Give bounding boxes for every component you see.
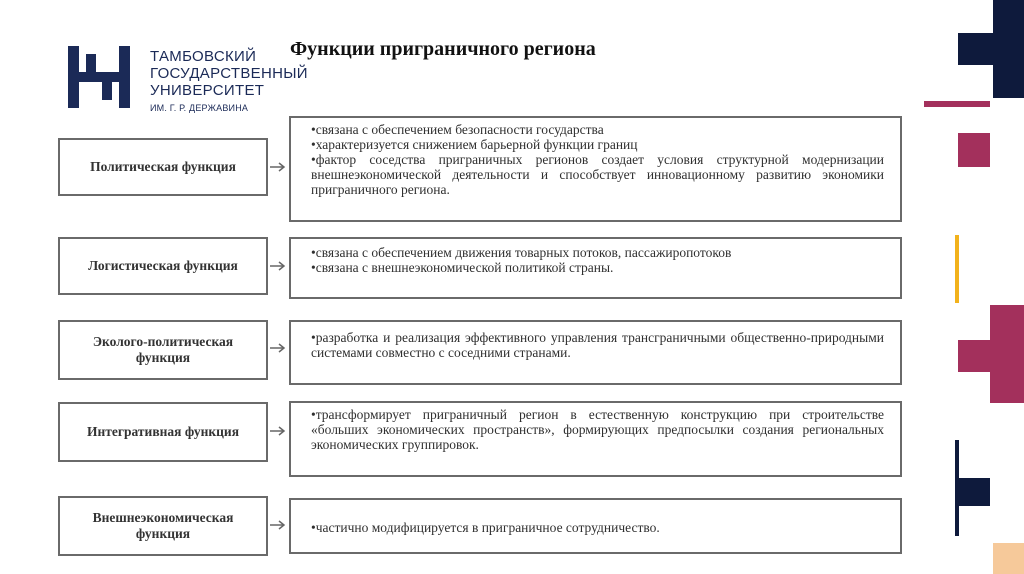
description-bullet: •связана с обеспечением движения товарных потоков, пассажиропотоков bbox=[311, 245, 732, 260]
deco-crimson-bar bbox=[924, 101, 990, 107]
arrow-right-icon bbox=[270, 260, 288, 272]
function-description-logistic bbox=[289, 237, 902, 299]
description-bullet: •фактор соседства приграничных регионов создает условия структурной модернизации внешнеэкономической деятельности и способствует инновационному развитию экономики приграничного региона. bbox=[311, 152, 884, 197]
university-name-line-2: ГОСУДАРСТВЕННЫЙ bbox=[150, 65, 308, 82]
university-logo-icon bbox=[68, 46, 130, 108]
function-label-integrative bbox=[58, 402, 268, 462]
deco-crimson-block bbox=[958, 133, 990, 167]
description-bullet: •разработка и реализация эффективного управления трансграничными общественно-природными системами совместно с соседними странами. bbox=[311, 330, 884, 360]
description-bullet: •трансформирует приграничный регион в естественную конструкцию при строительстве «больших экономических пространств», формирующих предпосылки создания региональных экономических группировок. bbox=[311, 407, 884, 452]
arrow-right-icon bbox=[270, 342, 288, 354]
arrow-right-icon bbox=[270, 161, 288, 173]
description-bullet: •частично модифицируется в приграничное сотрудничество. bbox=[311, 520, 660, 535]
function-description-integrative bbox=[289, 401, 902, 477]
deco-peach-block bbox=[993, 543, 1024, 574]
deco-crimson-lower-bar bbox=[958, 340, 1024, 372]
function-label-political bbox=[58, 138, 268, 196]
deco-gold-line bbox=[955, 235, 959, 303]
description-bullet: •связана с внешнеэкономической политикой страны. bbox=[311, 260, 614, 275]
function-description-eco-political bbox=[289, 320, 902, 385]
function-label-logistic bbox=[58, 237, 268, 295]
function-label-eco-political bbox=[58, 320, 268, 380]
arrow-right-icon bbox=[270, 519, 288, 531]
slide-title: Функции приграничного региона bbox=[290, 38, 596, 60]
function-label-text: Интегративная функция bbox=[86, 424, 240, 439]
function-label-text: Политическая функция bbox=[90, 159, 236, 174]
university-subtitle: ИМ. Г. Р. ДЕРЖАВИНА bbox=[150, 103, 249, 113]
university-name bbox=[150, 48, 308, 117]
university-name-line-1: ТАМБОВСКИЙ bbox=[150, 48, 257, 65]
deco-navy-block bbox=[958, 478, 990, 506]
function-label-text: Внешнеэкономическая функция bbox=[92, 510, 234, 541]
description-bullet: •характеризуется снижением барьерной функции границ bbox=[311, 137, 638, 152]
description-bullet: •связана с обеспечением безопасности государства bbox=[311, 122, 604, 137]
function-label-foreign-economic bbox=[58, 496, 268, 556]
function-label-text: Логистическая функция bbox=[88, 258, 238, 273]
function-label-text: Эколого-политическая функция bbox=[92, 334, 234, 365]
function-description-foreign-economic bbox=[289, 498, 902, 554]
function-description-political bbox=[289, 116, 902, 222]
university-name-line-3: УНИВЕРСИТЕТ bbox=[150, 82, 265, 99]
deco-navy-bar bbox=[958, 33, 1024, 65]
arrow-right-icon bbox=[270, 425, 288, 437]
